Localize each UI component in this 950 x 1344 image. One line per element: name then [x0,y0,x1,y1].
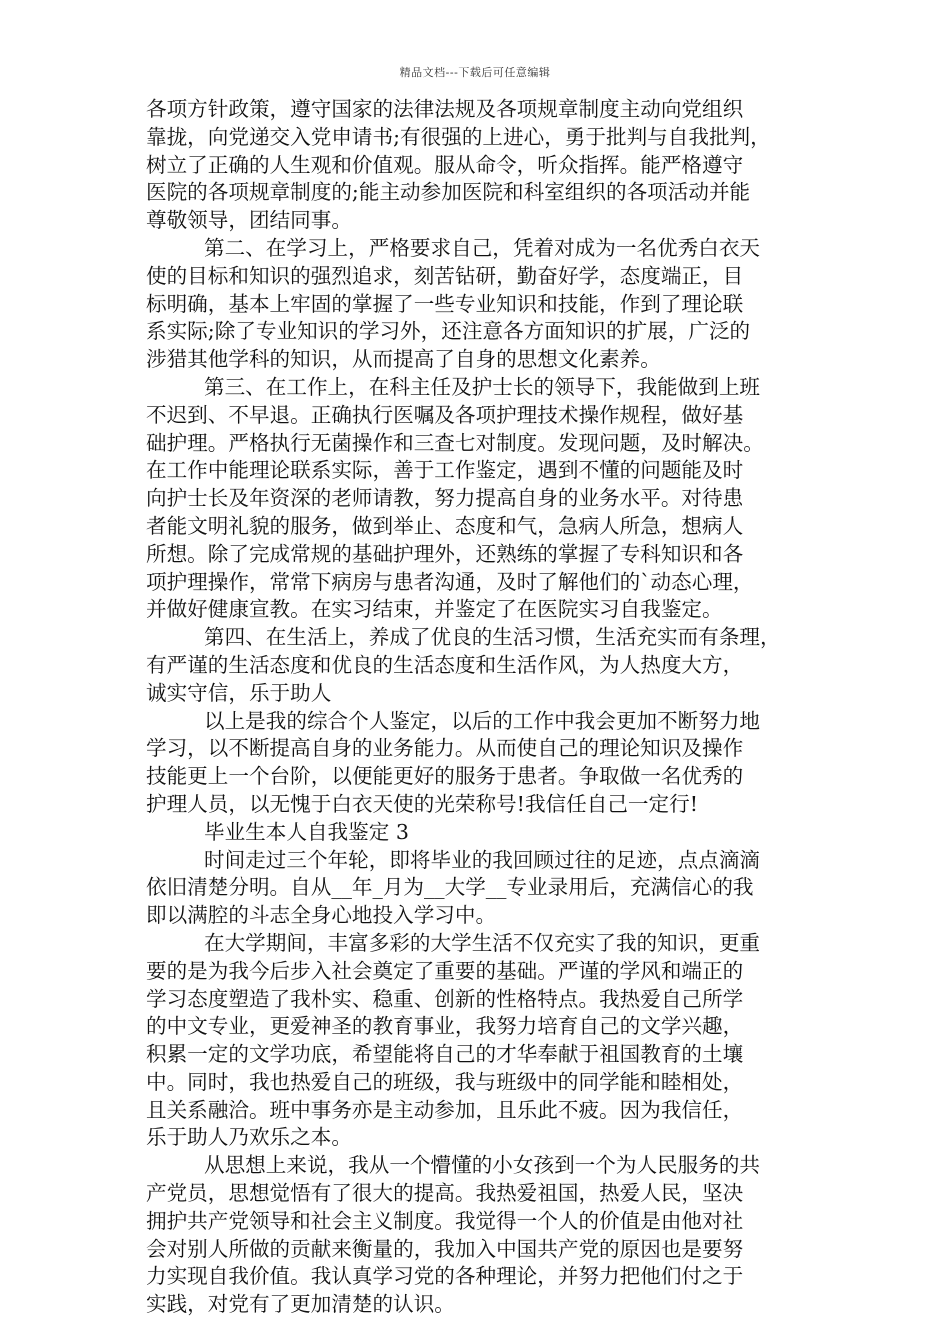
text-line: 学习，以不断提高自身的业务能力。从而使自己的理论知识及操作 [146,736,744,761]
text-line: 者能文明礼貌的服务，做到举止、态度和气，急病人所急，想病人 [146,513,744,538]
text-line: 学习态度塑造了我朴实、稳重、创新的性格特点。我热爱自己所学 [146,986,744,1011]
text-line: 会对别人所做的贡献来衡量的，我加入中国共产党的原因也是要努 [146,1236,744,1261]
text-line: 护理人员，以无愧于白衣天使的光荣称号!我信任自己一定行! [146,791,698,816]
text-line: 即以满腔的斗志全身心地投入学习中。 [146,903,497,928]
text-line: 积累一定的文学功底，希望能将自己的才华奉献于祖国教育的土壤 [146,1042,744,1067]
text-line: 所想。除了完成常规的基础护理外，还熟练的掌握了专科知识和各 [146,541,744,566]
text-line: 实践，对党有了更加清楚的认识。 [146,1292,455,1317]
text-line: 树立了正确的人生观和价值观。服从命令，听众指挥。能严格遵守 [146,152,744,177]
text-line: 在工作中能理论联系实际，善于工作鉴定，遇到不懂的问题能及时 [146,458,744,483]
page-header: 精品文档---下载后可任意编辑 [399,66,551,79]
text-line: 产党员，思想觉悟有了很大的提高。我热爱祖国，热爱人民，坚决 [146,1181,744,1206]
paragraph-start-line: 以上是我的综合个人鉴定，以后的工作中我会更加不断努力地 [204,708,761,733]
section-heading: 毕业生本人自我鉴定 3 [204,819,409,844]
text-line: 诚实守信，乐于助人 [146,680,332,705]
text-line: 力实现自我价值。我认真学习党的各种理论，并努力把他们付之于 [146,1264,744,1289]
text-line: 不迟到、不早退。正确执行医嘱及各项护理技术操作规程，做好基 [146,402,744,427]
text-line: 拥护共产党领导和社会主义制度。我觉得一个人的价值是由他对社 [146,1208,744,1233]
text-line: 向护士长及年资深的老师请教，努力提高自身的业务水平。对待患 [146,486,744,511]
text-line: 涉猎其他学科的知识，从而提高了自身的思想文化素养。 [146,347,661,372]
text-line: 系实际;除了专业知识的学习外，还注意各方面知识的扩展，广泛的 [146,319,751,344]
paragraph-start-line: 第四、在生活上，养成了优良的生活习惯，生活充实而有条理， [204,625,781,650]
paragraph-start-line: 第二、在学习上，严格要求自己，凭着对成为一名优秀白衣天 [204,235,761,260]
text-line: 各项方针政策，遵守国家的法律法规及各项规章制度主动向党组织 [146,97,744,121]
text-line: 医院的各项规章制度的;能主动参加医院和科室组织的各项活动并能 [146,180,751,205]
text-line: 技能更上一个台阶，以便能更好的服务于患者。争取做一名优秀的 [146,764,744,789]
text-line: 使的目标和知识的强烈追求，刻苦钻研，勤奋好学，态度端正，目 [146,263,744,288]
document-body [146,96,811,1319]
paragraph-start-line: 从思想上来说，我从一个懵懂的小女孩到一个为人民服务的共 [204,1153,761,1178]
text-line: 尊敬领导，团结同事。 [146,208,352,233]
text-line: 且关系融洽。班中事务亦是主动参加，且乐此不疲。因为我信任， [146,1097,744,1122]
text-line: 中。同时，我也热爱自己的班级，我与班级中的同学能和睦相处， [146,1069,744,1094]
paragraph-start-line: 第三、在工作上，在科主任及护士长的领导下，我能做到上班 [204,374,761,399]
text-line: 要的是为我今后步入社会奠定了重要的基础。严谨的学风和端正的 [146,958,744,983]
paragraph-start-line: 在大学期间，丰富多彩的大学生活不仅充实了我的知识，更重 [204,930,761,955]
text-line: 项护理操作，常常下病房与患者沟通，及时了解他们的`动态心理， [146,569,754,594]
text-line: 乐于助人乃欢乐之本。 [146,1125,352,1150]
text-line: 靠拢，向党递交入党申请书;有很强的上进心，勇于批判与自我批判， [146,124,771,149]
text-line: 并做好健康宣教。在实习结束，并鉴定了在医院实习自我鉴定。 [146,597,723,622]
paragraph-start-line: 时间走过三个年轮，即将毕业的我回顾过往的足迹，点点滴滴 [204,847,761,872]
text-line: 的中文专业，更爱神圣的教育事业，我努力培育自己的文学兴趣， [146,1014,744,1039]
text-line: 依旧清楚分明。自从__年_月为__大学__专业录用后，充满信心的我 [146,875,754,900]
text-line: 标明确，基本上牢固的掌握了一些专业知识和技能，作到了理论联 [146,291,744,316]
text-line: 础护理。严格执行无菌操作和三查七对制度。发现问题，及时解决。 [146,430,764,455]
text-line: 有严谨的生活态度和优良的生活态度和生活作风，为人热度大方， [146,652,744,677]
